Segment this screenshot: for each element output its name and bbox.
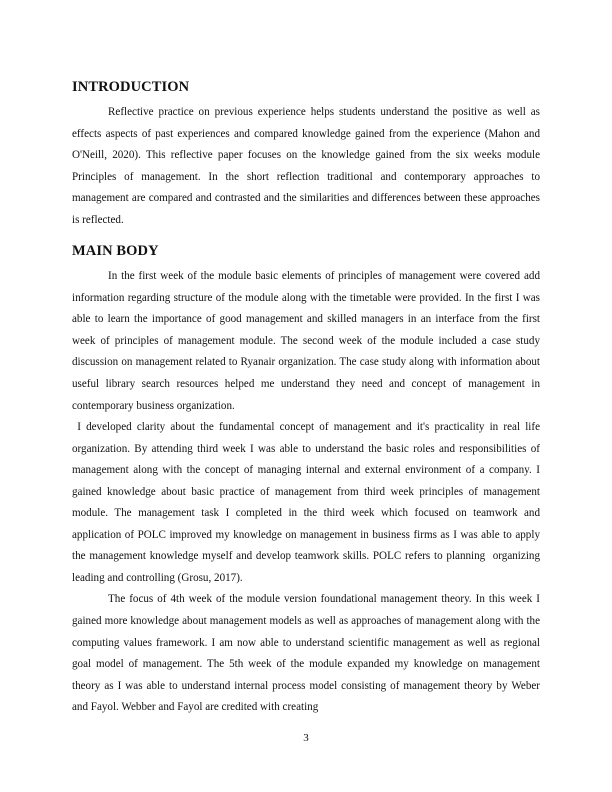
main-body-section: [72, 242, 543, 718]
main-body-paragraph-2: I developed clarity about the fundamental concept of management and it's practicality in real life organization. By attending third week I was able to understand the basic roles and responsibilities of management along with the concept of managing internal and external environment of a company. I gained knowledge about basic practice of management from third week principles of management module. The management task I completed in the third week which focused on teamwork and application of POLC improved my knowledge on management in business firms as I was able to apply the management knowledge myself and develop teamwork skills. POLC refers to planning organizing leading and controlling (Grosu, 2017).: [72, 421, 543, 584]
main-body-paragraph-1: In the first week of the module basic elements of principles of management were covered add information regarding structure of the module along with the timetable were provided. In the first I was able to learn the importance of good management and skilled managers in an interface from the first week of principles of management module. The second week of the module included a case study discussion on management related to Ryanair organization. The case study along with information about useful library search resources helped me understand they need and concept of management in contemporary business organization.: [72, 270, 540, 412]
document-page: [72, 78, 543, 719]
page-number: 3: [303, 732, 309, 744]
main-body-paragraph-3: The focus of 4th week of the module version foundational management theory. In this week I gained more knowledge about management models as well as approaches of management along with the computing values framework. I am now able to understand scientific management as well as regional goal model of management. The 5th week of the module expanded my knowledge on management theory as I was able to understand internal process model consisting of management theory by Weber and Fayol. Webber and Fayol are credited with creating: [72, 593, 540, 714]
introduction-heading: INTRODUCTION: [72, 79, 190, 95]
introduction-paragraph: Reflective practice on previous experience helps students understand the positive as well as effects aspects of past experiences and compared knowledge gained from the experience (Mahon and O'Neill, 2020). This reflective paper focuses on the knowledge gained from the six weeks module Principles of management. In the short reflection traditional and contemporary approaches to management are compared and contrasted and the similarities and differences between these approaches is reflected.: [72, 106, 540, 226]
main-body-heading: MAIN BODY: [72, 243, 159, 260]
introduction-section: [72, 78, 540, 231]
